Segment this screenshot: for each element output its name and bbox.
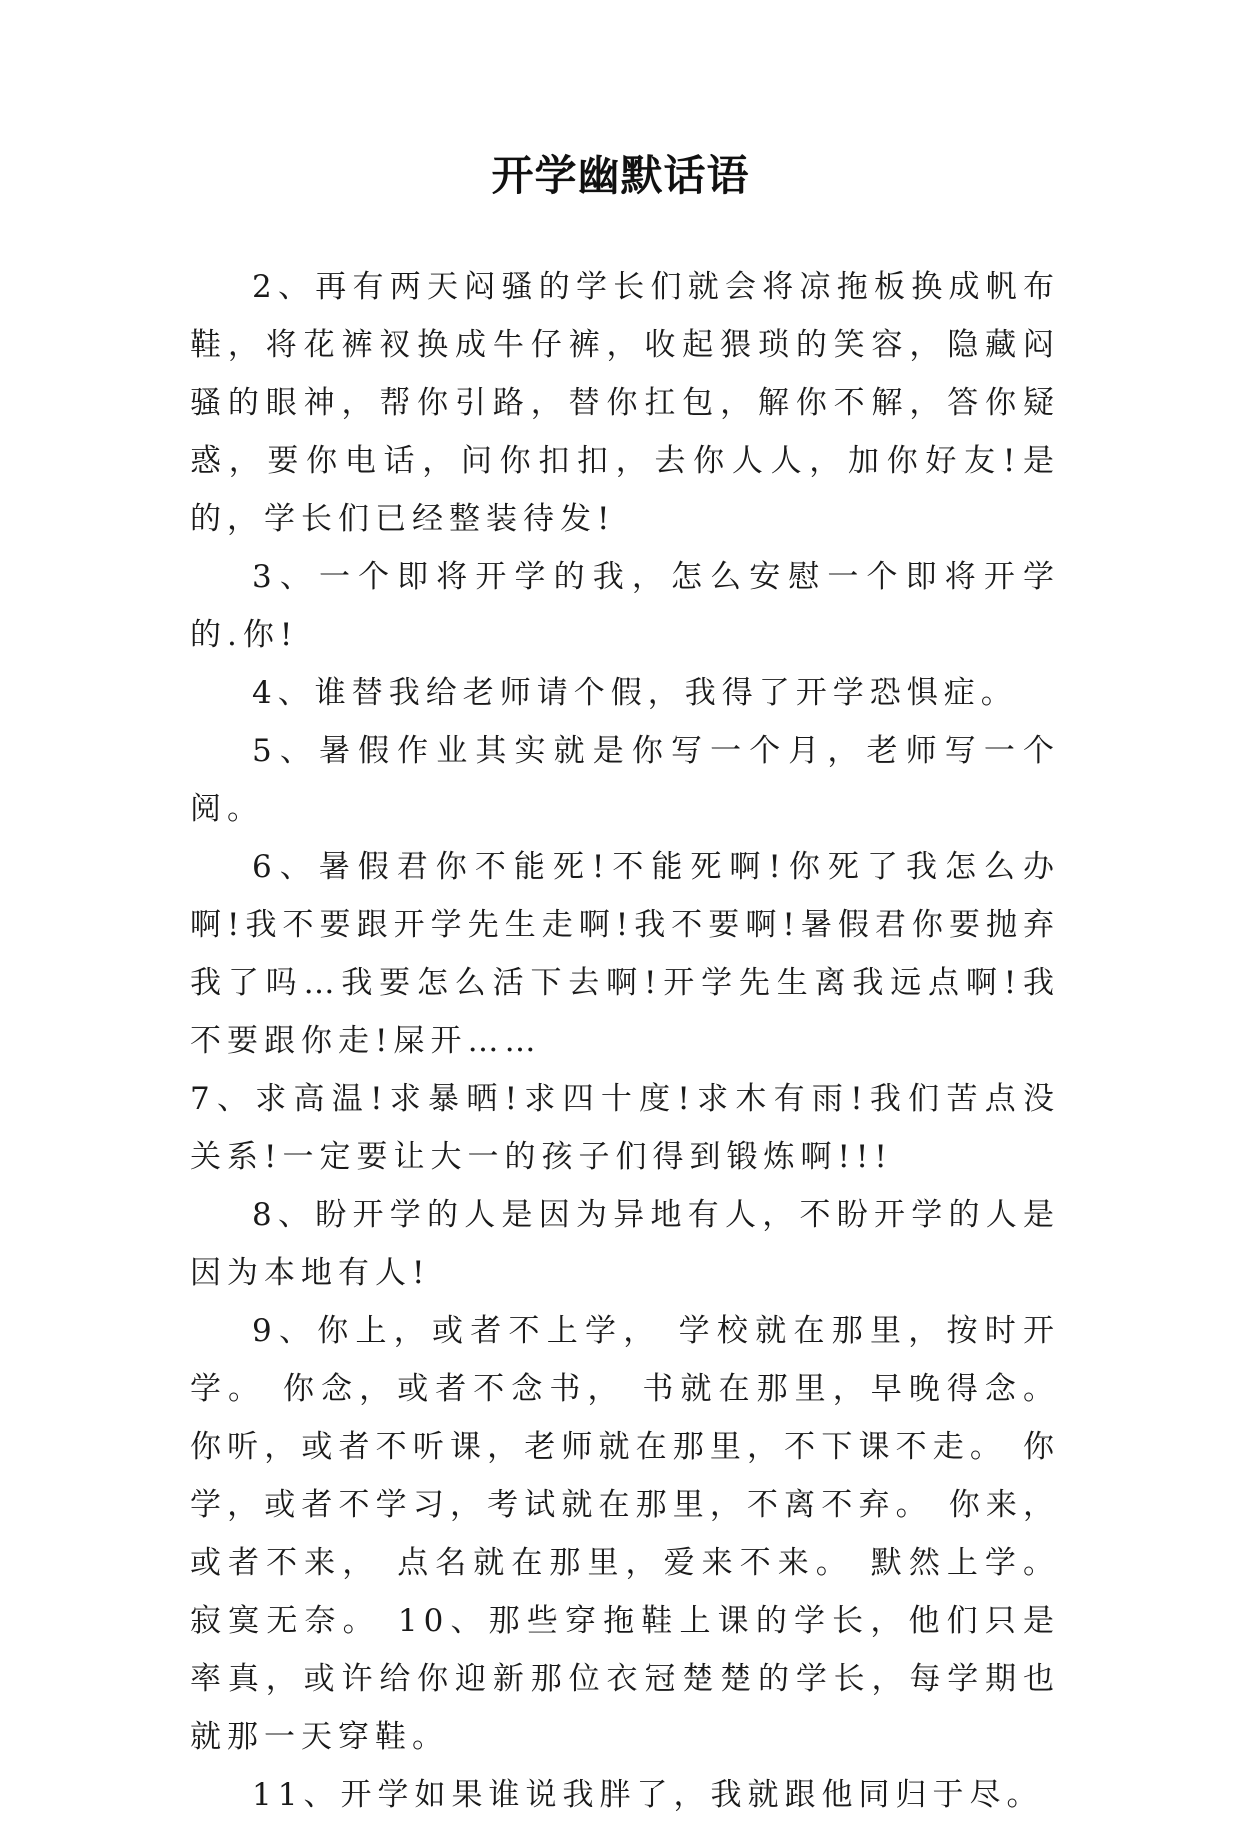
paragraph-7: 7、求高温!求暴晒!求四十度!求木有雨!我们苦点没关系!一定要让大一的孩子们得到锻炼啊!!! <box>190 1081 1060 1175</box>
document-body <box>190 258 1060 1824</box>
paragraph-2: 2、再有两天闷骚的学长们就会将凉拖板换成帆布鞋，将花裤衩换成牛仔裤，收起猥琐的笑容，隐藏闷骚的眼神，帮你引路，替你扛包，解你不解，答你疑惑，要你电话，问你扣扣，去你人人，加你好友!是的，学长们已经整装待发! <box>190 269 1060 537</box>
paragraph-6: 6、暑假君你不能死!不能死啊!你死了我怎么办啊!我不要跟开学先生走啊!我不要啊!暑假君你要抛弃我了吗…我要怎么活下去啊!开学先生离我远点啊!我不要跟你走!屎开…… <box>190 849 1060 1059</box>
paragraph-11: 11、开学如果谁说我胖了，我就跟他同归于尽。 <box>252 1777 1044 1813</box>
paragraph-4: 4、谁替我给老师请个假，我得了开学恐惧症。 <box>252 675 1018 711</box>
paragraph-8: 8、盼开学的人是因为异地有人，不盼开学的人是因为本地有人! <box>190 1197 1060 1291</box>
paragraph-9: 9、你上，或者不上学， 学校就在那里，按时开学。 你念，或者不念书， 书就在那里，早晚得念。 你听，或者不听课，老师就在那里，不下课不走。 你学，或者不学习，考试就在那里，不离不弃。 你来，或者不来， 点名就在那里，爱来不来。 默然上学。 寂寞无奈。 10、那些穿拖鞋上课的学长，他们只是率真，或许给你迎新那位衣冠楚楚的学长，每学期也就那一天穿鞋。 <box>190 1313 1060 1755</box>
paragraph-5: 5、暑假作业其实就是你写一个月，老师写一个阅。 <box>190 733 1060 827</box>
document-title: 开学幽默话语 <box>491 151 750 200</box>
paragraph-3: 3、一个即将开学的我，怎么安慰一个即将开学的.你! <box>190 559 1060 653</box>
